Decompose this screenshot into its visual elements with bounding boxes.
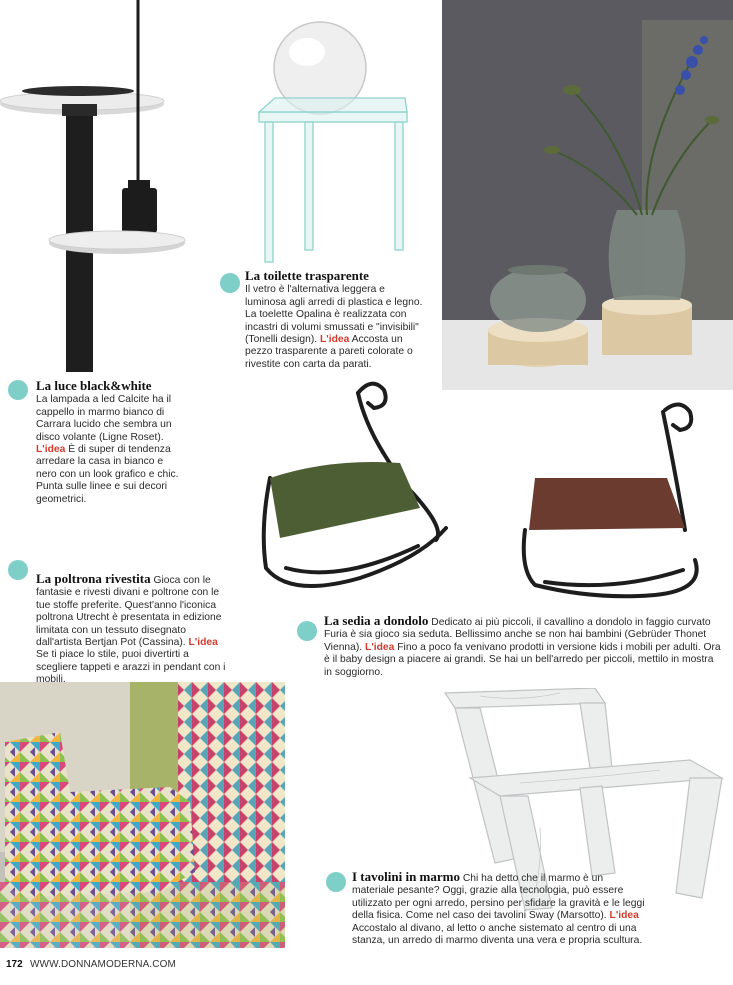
tavolini-idea-label: L'idea <box>609 910 639 922</box>
sedia-bullet-dot <box>297 621 317 641</box>
toilette-idea-text: Accosta un pezzo trasparente a pareti colorate o rivestite con carta da parati. <box>245 334 413 370</box>
tavolini-bullet-dot <box>326 872 346 892</box>
sedia-title: La sedia a dondolo <box>324 613 429 628</box>
luce-idea-label: L'idea <box>36 444 66 456</box>
toilette-text: Il vetro è l'alternativa leggera e luminosa agli arredi di plastica e legno. La toelette Opalina è realizzata con incastri di volumi smussati e "invisibili"(Tonelli design). <box>245 284 423 346</box>
tavolini-text: Chi ha detto che il marmo è un materiale pesante? Oggi, grazie alla tecnologia, può essere utilizzato per ogni arredo, persino per sfidare la gravità e le leggi della fisica. Come nel caso dei tavolini Sway (Marsotto). <box>352 873 645 922</box>
footer-url: WWW.DONNAMODERNA.COM <box>30 959 176 970</box>
sedia-article <box>324 615 724 679</box>
rocking-chair-green-photo <box>250 378 460 608</box>
sedia-idea-label: L'idea <box>365 641 395 653</box>
sedia-idea-text: Fino a poco fa venivano prodotti in versione kids i mobili per adulti. Ora è il baby design a piacere ai grandi. Se hai un bell'arredo per piccoli, mettilo in mostra in soggiorno. <box>324 641 721 678</box>
toilette-idea-label: L'idea <box>320 334 350 346</box>
toilette-title: La toilette trasparente <box>245 268 369 283</box>
toilette-photo <box>245 0 440 268</box>
lamp-photo <box>0 0 240 375</box>
poltrona-article <box>36 573 231 687</box>
rocking-chair-brown-photo <box>515 400 720 605</box>
poltrona-bullet-dot <box>8 560 28 580</box>
luce-article <box>36 380 186 506</box>
luce-title: La luce black&white <box>36 378 152 393</box>
luce-text: La lampada a led Calcite ha il cappello in marmo bianco di Carrara lucido che sembra un disco volante (Ligne Roset). <box>36 394 172 443</box>
vases-photo <box>442 0 733 390</box>
page-number: 172 <box>6 959 23 970</box>
toilette-article <box>245 270 427 371</box>
sedia-text: Dedicato ai più piccoli, il cavallino a dondolo in faggio curvato Furia è sia gioco sia seduta. Bellissimo anche se non hai bambini (Gebrüder Thonet Vienna). <box>324 617 711 653</box>
poltrona-title: La poltrona rivestita <box>36 571 151 586</box>
poltrona-text: Gioca con le fantasie e rivesti divani e poltrone con le tue stoffe preferite. Quest'anno l'iconica poltrona Utrecht è presentata in edizione limitata con un tessuto disegnato dall'artista Bertjan Pot (Cassina). <box>36 575 222 649</box>
tavolini-article <box>352 871 645 947</box>
tavolini-idea-text: Accostalo al divano, al letto o anche sistemato al centro di una stanza, un arredo di marmo diventa una vera e propria scultura. <box>352 922 643 947</box>
tavolini-title: I tavolini in marmo <box>352 869 460 884</box>
luce-idea-text: È di super di tendenza arredare la casa in bianco e nero con un look grafico e chic. Punta sulle linee e sui decori geometrici. <box>36 444 179 505</box>
poltrona-idea-text: Se ti piace lo stile, puoi divertirti a scegliere tappeti e arazzi in pendant con i mobili. <box>36 649 226 686</box>
poltrona-idea-label: L'idea <box>188 637 218 649</box>
luce-bullet-dot <box>8 380 28 400</box>
armchair-photo <box>0 682 285 948</box>
toilette-bullet-dot <box>220 273 240 293</box>
